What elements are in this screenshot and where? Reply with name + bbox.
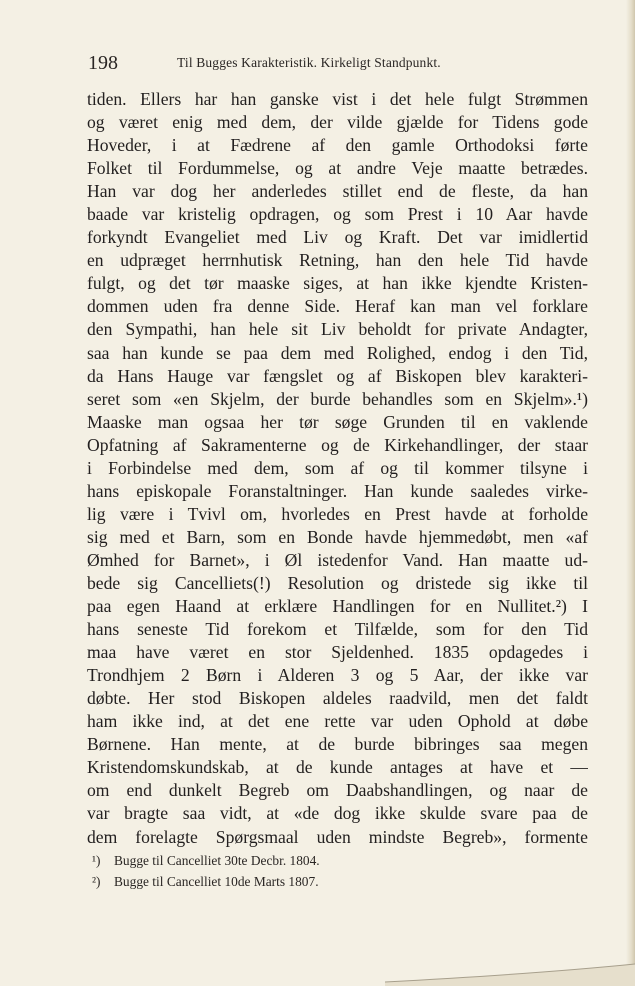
text-line: Opfatning af Sakramenterne og de Kirkehandlinger, der staar	[87, 434, 588, 455]
text-line: sig med et Barn, som en Bonde havde hjemmedøbt, men «af	[87, 526, 588, 547]
footnote-text: Bugge til Cancelliet 10de Marts 1807.	[114, 874, 319, 889]
page-header	[88, 52, 588, 78]
footnote-mark: ²)	[92, 874, 101, 889]
text-line: tiden. Ellers har han ganske vist i det hele fulgt Strømmen	[87, 89, 588, 109]
text-line: Han var dog her anderledes stillet end de fleste, da han	[87, 181, 588, 202]
footnote-text: Bugge til Cancelliet 30te Decbr. 1804.	[114, 853, 320, 868]
text-line: fulgt, og det tør maaske siges, at han ikke kjendte Kristen-	[87, 273, 588, 294]
text-line: Maaske man ogsaa her tør søge Grunden til en vaklende	[87, 411, 588, 432]
text-line: var bragte saa vidt, at «de dog ikke skulde svare paa de	[87, 803, 588, 824]
running-head: Til Bugges Karakteristik. Kirkeligt Standpunkt.	[177, 55, 441, 70]
text-line: paa egen Haand at erklære Handlingen for en Nullitet.²) I	[87, 596, 588, 617]
text-line: og været enig med dem, der vilde gjælde for Tidens gode	[87, 112, 588, 133]
text-line: seret som «en Skjelm, der burde behandles som en Skjelm».¹)	[87, 388, 588, 409]
text-line: en udpræget herrnhutisk Retning, han den hele Tid havde	[87, 250, 588, 271]
text-line: hans episkopale Foranstaltninger. Han kunde saaledes virke-	[87, 480, 588, 501]
text-line: saa han kunde se paa dem med Rolighed, endog i den Tid,	[87, 342, 588, 363]
text-line: Børnene. Han mente, at de burde bibringes saa megen	[87, 734, 588, 755]
text-line: bede sig Cancelliets(!) Resolution og dristede sig ikke til	[87, 572, 588, 593]
text-line: ham ikke ind, at det ene rette var uden Ophold at døbe	[87, 711, 588, 732]
text-line: da Hans Hauge var fængslet og af Biskopen blev karakteri-	[87, 365, 588, 386]
footnote-mark: ¹)	[92, 853, 101, 868]
page-number: 198	[88, 52, 118, 74]
text-line: Trondhjem 2 Børn i Alderen 3 og 5 Aar, der ikke var	[87, 665, 588, 686]
text-line: baade var kristelig opdragen, og som Prest i 10 Aar havde	[87, 204, 588, 225]
text-line: Folket til Fordummelse, og at andre Veje maatte betrædes.	[87, 158, 588, 179]
text-line: forkyndt Evangeliet med Liv og Kraft. Det var imidlertid	[87, 227, 588, 248]
text-line: i Forbindelse med dem, som af og til kommer tilsyne i	[87, 457, 588, 478]
body-text	[87, 88, 588, 849]
page-edge	[626, 0, 635, 986]
footnote	[92, 850, 512, 871]
text-line: Hoveder, i at Fædrene af den gamle Orthodoksi førte	[87, 135, 588, 156]
footnote	[92, 871, 512, 892]
footnotes	[92, 850, 512, 892]
text-line: hans seneste Tid forekom et Tilfælde, som for den Tid	[87, 619, 588, 640]
text-line: maa have været en stor Sjeldenhed. 1835 opdagedes i	[87, 642, 588, 663]
text-line: dommen uden fra denne Side. Heraf kan man vel forklare	[87, 296, 588, 317]
text-line: dem forelagte Spørgsmaal uden mindste Begreb», formente	[87, 826, 588, 847]
text-line: døbte. Her stod Biskopen aldeles raadvild, men det faldt	[87, 688, 588, 709]
text-line: Kristendomskundskab, at de kunde antages at have et —	[87, 757, 588, 778]
text-line: lig være i Tvivl om, hvorledes en Prest havde at forholde	[87, 503, 588, 524]
page-curl	[385, 960, 635, 986]
text-line: Ømhed for Barnet», i Øl istedenfor Vand. Han maatte ud-	[87, 549, 588, 570]
text-line: om end dunkelt Begreb om Daabshandlingen, og naar de	[87, 780, 588, 801]
text-line: den Sympathi, han hele sit Liv beholdt for private Andagter,	[87, 319, 588, 340]
